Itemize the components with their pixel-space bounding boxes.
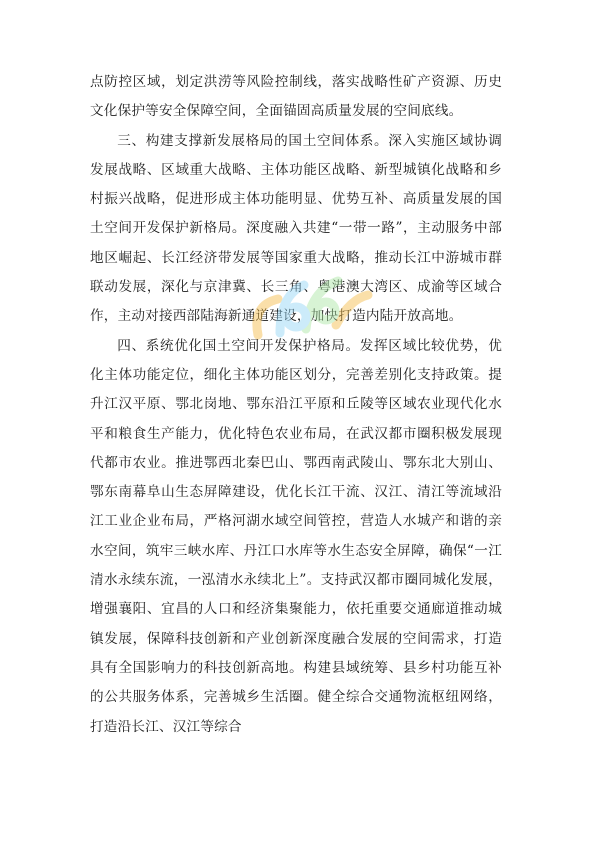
paragraph-1: 点防控区域，划定洪涝等风险控制线，落实战略性矿产资源、历史文化保护等安全保障空间，全面锚固高质量发展的空间底线。 bbox=[90, 74, 502, 120]
paragraph-3: 四、系统优化国土空间开发保护格局。发挥区域比较优势，优化主体功能定位，细化主体功能区划分，完善差别化支持政策。提升江汉平原、鄂北岗地、鄂东沿江平原和丘陵等区域农业现代化水平和粮食生产能力，优化特色农业布局，在武汉都市圈积极发展现代都市农业。推进鄂西北秦巴山、鄂西南武陵山、鄂东北大别山、鄂东南幕阜山生态屏障建设，优化长江干流、汉江、清江等流域沿江工业企业布局，严格河湖水域空间管控，营造人水城产和谐的亲水空间，筑牢三峡水库、丹江口水库等水生态安全屏障，确保“一江清水永续东流，一泓清水永续北上”。支持武汉都市圈同城化发展，增强襄阳、宜昌的人口和经济集聚能力，依托重要交通廊道推动城镇发展，保障科技创新和产业创新深度融合发展的空间需求，打造具有全国影响力的科技创新高地。构建县域统筹、县乡村功能互补的公共服务体系，完善城乡生活圈。健全综合交通物流枢纽网络，打造沿长江、汉江等综合 bbox=[90, 337, 502, 735]
paragraph-2: 三、构建支撑新发展格局的国土空间体系。深入实施区域协调发展战略、区域重大战略、主体功能区战略、新型城镇化战略和乡村振兴战略，促进形成主体功能明显、优势互补、高质量发展的国土空间开发保护新格局。深度融入共建“一带一路”，主动服务中部地区崛起、长江经济带发展等国家重大战略，推动长江中游城市群联动发展，深化与京津冀、长三角、粤港澳大湾区、成渝等区域合作，主动对接西部陆海新通道建设，加快打造内陆开放高地。 bbox=[90, 132, 502, 325]
document-page bbox=[90, 68, 502, 742]
